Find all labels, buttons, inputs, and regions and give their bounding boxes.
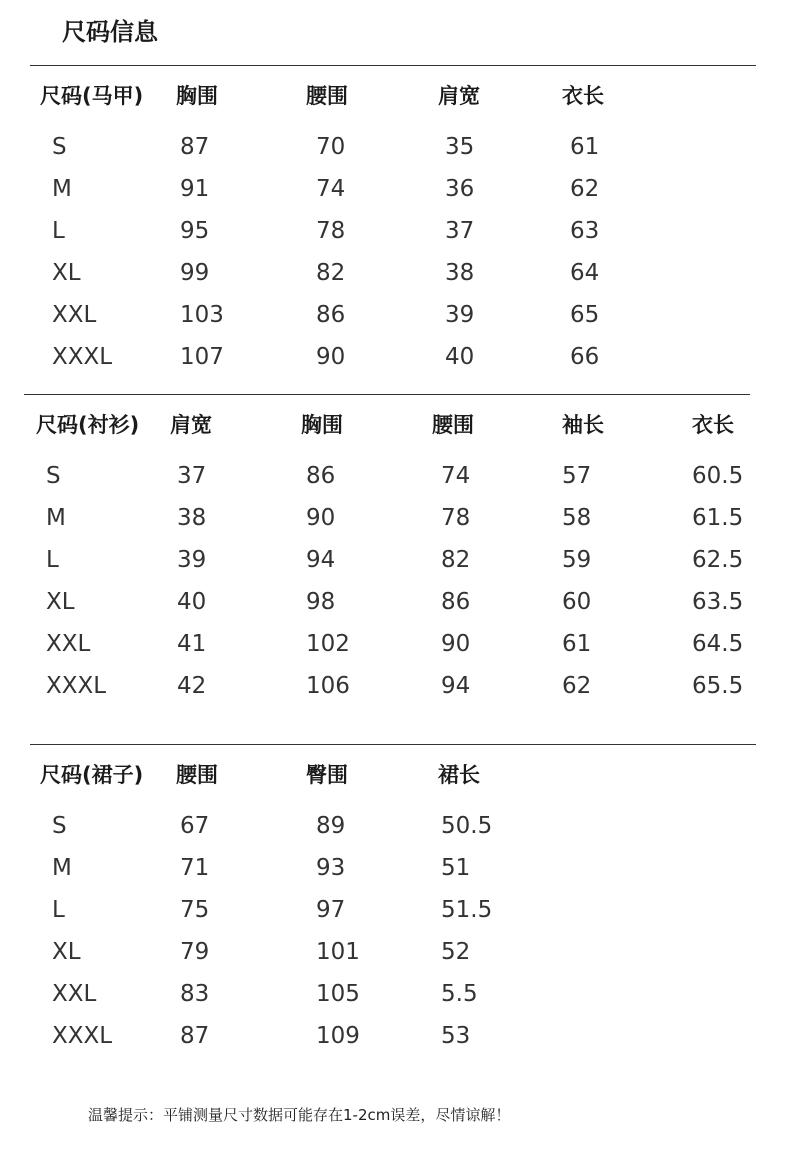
value-cell: 58 bbox=[562, 505, 592, 531]
value-cell: 83 bbox=[180, 981, 210, 1007]
value-cell: 65 bbox=[570, 302, 600, 328]
header-cell: 肩宽 bbox=[438, 84, 480, 108]
value-cell: 60.5 bbox=[692, 463, 744, 489]
value-cell: 5.5 bbox=[441, 981, 478, 1007]
table-row bbox=[0, 979, 760, 1009]
shirt-header-row bbox=[0, 410, 760, 440]
header-cell: 袖长 bbox=[562, 413, 604, 437]
value-cell: 94 bbox=[306, 547, 336, 573]
value-cell: 37 bbox=[445, 218, 475, 244]
table-row bbox=[0, 937, 760, 967]
value-cell: 53 bbox=[441, 1023, 471, 1049]
table-row bbox=[0, 132, 760, 162]
value-cell: 38 bbox=[177, 505, 207, 531]
header-cell: 腰围 bbox=[306, 84, 348, 108]
table-row bbox=[0, 258, 760, 288]
table-row bbox=[0, 1021, 760, 1051]
value-cell: 51 bbox=[441, 855, 471, 881]
value-cell: 99 bbox=[180, 260, 210, 286]
value-cell: 38 bbox=[445, 260, 475, 286]
value-cell: 95 bbox=[180, 218, 210, 244]
size-cell: L bbox=[52, 897, 65, 923]
skirt-header-row bbox=[0, 760, 760, 790]
header-cell: 腰围 bbox=[432, 413, 474, 437]
value-cell: 63 bbox=[570, 218, 600, 244]
value-cell: 90 bbox=[316, 344, 346, 370]
value-cell: 42 bbox=[177, 673, 207, 699]
header-cell: 肩宽 bbox=[170, 413, 212, 437]
value-cell: 91 bbox=[180, 176, 210, 202]
value-cell: 65.5 bbox=[692, 673, 744, 699]
size-cell: XXL bbox=[52, 981, 97, 1007]
value-cell: 89 bbox=[316, 813, 346, 839]
size-cell: S bbox=[46, 463, 61, 489]
value-cell: 86 bbox=[316, 302, 346, 328]
value-cell: 75 bbox=[180, 897, 210, 923]
value-cell: 64.5 bbox=[692, 631, 744, 657]
size-cell: S bbox=[52, 813, 67, 839]
size-cell: M bbox=[52, 855, 72, 881]
value-cell: 36 bbox=[445, 176, 475, 202]
value-cell: 52 bbox=[441, 939, 471, 965]
size-cell: XXL bbox=[52, 302, 97, 328]
header-cell: 尺码(衬衫) bbox=[36, 413, 140, 437]
value-cell: 82 bbox=[316, 260, 346, 286]
value-cell: 78 bbox=[441, 505, 471, 531]
value-cell: 102 bbox=[306, 631, 350, 657]
table-row bbox=[0, 342, 760, 372]
value-cell: 62 bbox=[562, 673, 592, 699]
value-cell: 109 bbox=[316, 1023, 360, 1049]
size-cell: L bbox=[52, 218, 65, 244]
value-cell: 60 bbox=[562, 589, 592, 615]
value-cell: 87 bbox=[180, 1023, 210, 1049]
value-cell: 90 bbox=[306, 505, 336, 531]
header-cell: 衣长 bbox=[562, 84, 604, 108]
value-cell: 35 bbox=[445, 134, 475, 160]
value-cell: 63.5 bbox=[692, 589, 744, 615]
value-cell: 98 bbox=[306, 589, 336, 615]
size-cell: XL bbox=[52, 939, 81, 965]
value-cell: 74 bbox=[316, 176, 346, 202]
size-cell: XXXL bbox=[46, 673, 107, 699]
value-cell: 94 bbox=[441, 673, 471, 699]
value-cell: 105 bbox=[316, 981, 360, 1007]
value-cell: 106 bbox=[306, 673, 350, 699]
table-row bbox=[0, 811, 760, 841]
table-row bbox=[0, 545, 760, 575]
value-cell: 59 bbox=[562, 547, 592, 573]
header-cell: 臀围 bbox=[306, 763, 348, 787]
size-cell: XL bbox=[52, 260, 81, 286]
value-cell: 50.5 bbox=[441, 813, 493, 839]
page-title: 尺码信息 bbox=[62, 18, 158, 46]
value-cell: 79 bbox=[180, 939, 210, 965]
value-cell: 67 bbox=[180, 813, 210, 839]
measurement-note: 温馨提示：平铺测量尺寸数据可能存在1-2cm误差，尽情谅解！ bbox=[88, 1106, 511, 1124]
value-cell: 61 bbox=[562, 631, 592, 657]
table-row bbox=[0, 587, 760, 617]
size-cell: M bbox=[52, 176, 72, 202]
value-cell: 97 bbox=[316, 897, 346, 923]
value-cell: 62.5 bbox=[692, 547, 744, 573]
header-cell: 腰围 bbox=[176, 763, 218, 787]
value-cell: 71 bbox=[180, 855, 210, 881]
table-row bbox=[0, 629, 760, 659]
size-cell: M bbox=[46, 505, 66, 531]
header-cell: 胸围 bbox=[176, 84, 218, 108]
value-cell: 103 bbox=[180, 302, 224, 328]
header-cell: 裙长 bbox=[438, 763, 480, 787]
vest-header-row bbox=[0, 81, 760, 111]
table-row bbox=[0, 216, 760, 246]
value-cell: 51.5 bbox=[441, 897, 493, 923]
value-cell: 78 bbox=[316, 218, 346, 244]
size-cell: XL bbox=[46, 589, 75, 615]
value-cell: 93 bbox=[316, 855, 346, 881]
value-cell: 61.5 bbox=[692, 505, 744, 531]
value-cell: 57 bbox=[562, 463, 592, 489]
value-cell: 101 bbox=[316, 939, 360, 965]
table-row bbox=[0, 853, 760, 883]
value-cell: 39 bbox=[445, 302, 475, 328]
table-divider bbox=[24, 394, 750, 395]
size-cell: XXXL bbox=[52, 344, 113, 370]
value-cell: 41 bbox=[177, 631, 207, 657]
value-cell: 82 bbox=[441, 547, 471, 573]
table-divider bbox=[30, 65, 756, 66]
value-cell: 62 bbox=[570, 176, 600, 202]
table-row bbox=[0, 671, 760, 701]
value-cell: 86 bbox=[306, 463, 336, 489]
table-row bbox=[0, 300, 760, 330]
size-cell: L bbox=[46, 547, 59, 573]
value-cell: 107 bbox=[180, 344, 224, 370]
header-cell: 胸围 bbox=[301, 413, 343, 437]
value-cell: 37 bbox=[177, 463, 207, 489]
value-cell: 87 bbox=[180, 134, 210, 160]
value-cell: 86 bbox=[441, 589, 471, 615]
value-cell: 90 bbox=[441, 631, 471, 657]
table-row bbox=[0, 895, 760, 925]
table-row bbox=[0, 503, 760, 533]
size-cell: XXXL bbox=[52, 1023, 113, 1049]
value-cell: 61 bbox=[570, 134, 600, 160]
size-cell: S bbox=[52, 134, 67, 160]
value-cell: 64 bbox=[570, 260, 600, 286]
value-cell: 40 bbox=[177, 589, 207, 615]
header-cell: 尺码(马甲) bbox=[40, 84, 144, 108]
header-cell: 衣长 bbox=[692, 413, 734, 437]
header-cell: 尺码(裙子) bbox=[40, 763, 144, 787]
table-row bbox=[0, 461, 760, 491]
table-divider bbox=[30, 744, 756, 745]
value-cell: 66 bbox=[570, 344, 600, 370]
table-row bbox=[0, 174, 760, 204]
value-cell: 70 bbox=[316, 134, 346, 160]
size-cell: XXL bbox=[46, 631, 91, 657]
value-cell: 74 bbox=[441, 463, 471, 489]
value-cell: 40 bbox=[445, 344, 475, 370]
value-cell: 39 bbox=[177, 547, 207, 573]
